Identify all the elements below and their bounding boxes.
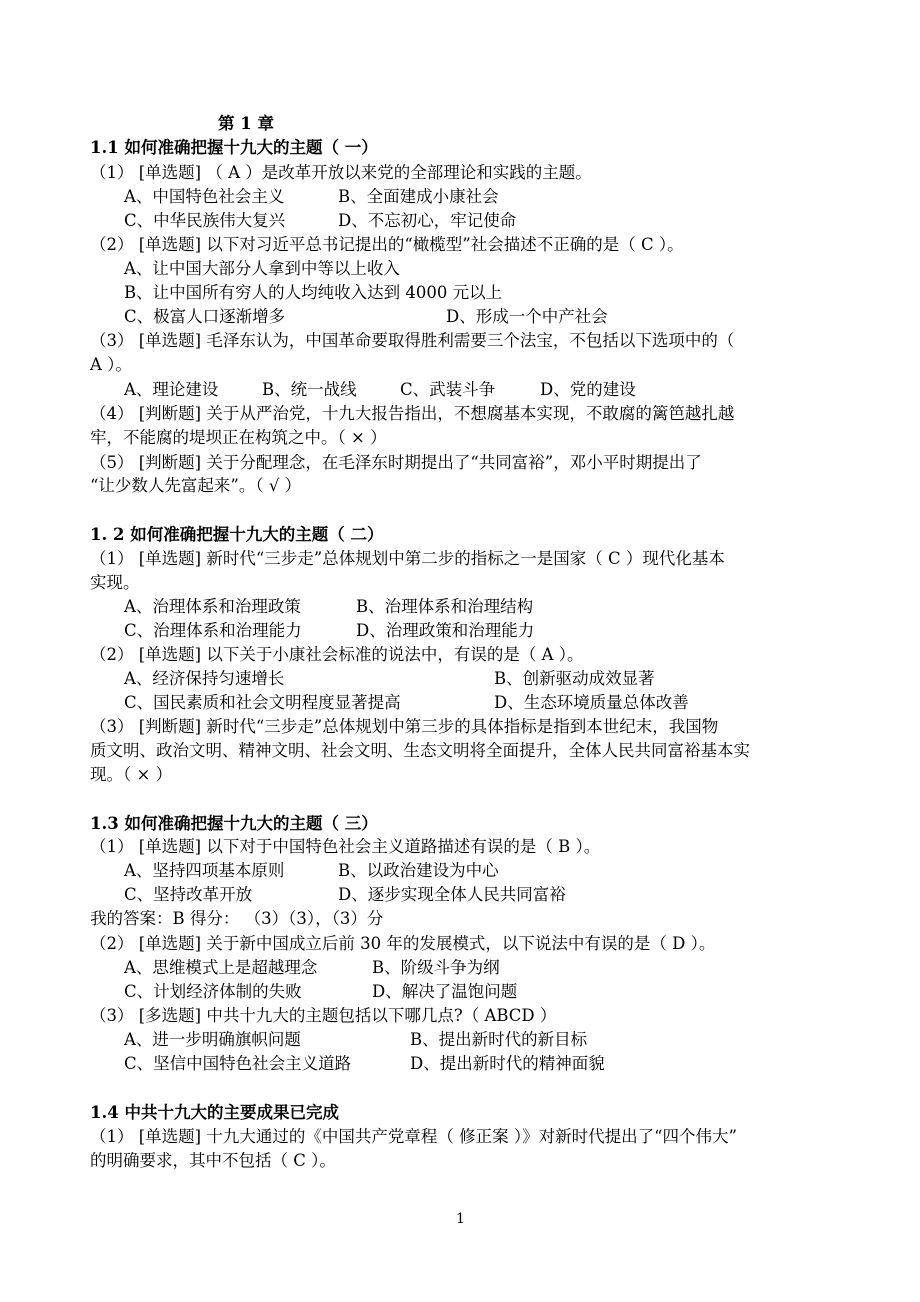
question-text: （3） [单选题] 毛泽东认为，中国革命要取得胜利需要三个法宝，不包括以下选项中的（ — [90, 331, 735, 350]
option-c: C、治理体系和治理能力 — [124, 621, 302, 640]
question-text: （2） [单选题] 以下关于小康社会标准的说法中，有误的是（ A ）。 — [90, 645, 584, 664]
option-c: C、中华民族伟大复兴 — [124, 211, 286, 230]
page-number: 1 — [456, 1211, 465, 1227]
option-a: A、思维模式上是超越理念 — [124, 958, 318, 977]
question-text: （1） [单选题] 十九大通过的《中国共产党章程（ 修正案 ）》对新时代提出了“四个伟大” — [90, 1127, 737, 1146]
question-text: （4） [判断题] 关于从严治党，十九大报告指出，不想腐基本实现，不敢腐的篱笆越扎越 — [90, 404, 735, 423]
option-b: B、创新驱动成效显著 — [494, 669, 655, 688]
option-b: B、治理体系和治理结构 — [356, 597, 534, 616]
question-text: （1） [单选题] 新时代“三步走”总体规划中第二步的指标之一是国家（ C ）现代化基本 — [90, 549, 725, 568]
option-a: A、经济保持匀速增长 — [124, 669, 285, 688]
option-b: B、提出新时代的新目标 — [410, 1030, 588, 1049]
option-d: D、生态环境质量总体改善 — [494, 693, 689, 712]
option-a: A、让中国大部分人拿到中等以上收入 — [124, 259, 400, 278]
question-text: （1） [单选题] （ A ）是改革开放以来党的全部理论和实践的主题。 — [90, 163, 592, 182]
option-d: D、形成一个中产社会 — [446, 307, 608, 326]
section-heading-1-2: 1. 2 如何准确把握十九大的主题（ 二） — [90, 525, 384, 544]
option-b: B、让中国所有穷人的人均纯收入达到 4000 元以上 — [124, 283, 503, 302]
question-text-cont: 牢，不能腐的堤坝正在构筑之中。（ × ） — [90, 428, 387, 447]
question-text-cont: A ）。 — [90, 355, 132, 374]
chapter-title: 第 1 章 — [218, 114, 274, 133]
option-c: C、极富人口逐渐增多 — [124, 307, 286, 326]
option-b: B、统一战线 — [262, 380, 357, 399]
option-a: A、坚持四项基本原则 — [124, 861, 285, 880]
question-text: （2） [单选题] 关于新中国成立后前 30 年的发展模式，以下说法中有误的是（ D ）。 — [90, 934, 716, 953]
question-text: （3） [判断题] 新时代“三步走”总体规划中第三步的具体指标是指到本世纪末，我国物 — [90, 717, 719, 736]
question-text: （5） [判断题] 关于分配理念，在毛泽东时期提出了“共同富裕”，邓小平时期提出了 — [90, 453, 702, 472]
question-text: （2） [单选题] 以下对习近平总书记提出的“橄榄型”社会描述不正确的是（ C ）。 — [90, 235, 684, 254]
option-a: A、治理体系和治理政策 — [124, 597, 301, 616]
option-c: C、坚信中国特色社会主义道路 — [124, 1054, 352, 1073]
question-text-cont: 实现。 — [90, 573, 140, 592]
option-c: C、国民素质和社会文明程度显著提高 — [124, 693, 401, 712]
option-c: C、坚持改革开放 — [124, 885, 253, 904]
section-heading-1-4: 1.4 中共十九大的主要成果已完成 — [90, 1103, 339, 1122]
section-heading-1-1: 1.1 如何准确把握十九大的主题（ 一） — [90, 138, 378, 157]
option-d: D、提出新时代的精神面貌 — [410, 1054, 605, 1073]
option-a: A、中国特色社会主义 — [124, 187, 285, 206]
option-a: A、理论建设 — [124, 380, 219, 399]
question-text: （1） [单选题] 以下对于中国特色社会主义道路描述有误的是（ B ）。 — [90, 837, 601, 856]
option-d: D、逐步实现全体人民共同富裕 — [338, 885, 566, 904]
question-text: （3） [多选题] 中共十九大的主题包括以下哪几点?（ ABCD ） — [90, 1006, 557, 1025]
question-text-cont: 质文明、政治文明、精神文明、社会文明、生态文明将全面提升，全体人民共同富裕基本实 — [90, 741, 750, 760]
option-d: D、治理政策和治理能力 — [356, 621, 535, 640]
option-c: C、武装斗争 — [400, 380, 496, 399]
option-b: B、全面建成小康社会 — [338, 187, 499, 206]
section-heading-1-3: 1.3 如何准确把握十九大的主题（ 三） — [90, 814, 378, 833]
question-text-cont: 的明确要求，其中不包括（ C ）。 — [90, 1151, 336, 1170]
answer-line: 我的答案：B 得分： （3）（3），（3）分 — [90, 909, 384, 928]
option-d: D、党的建设 — [540, 380, 636, 399]
option-b: B、阶级斗争为纲 — [372, 958, 500, 977]
option-a: A、进一步明确旗帜问题 — [124, 1030, 301, 1049]
option-b: B、以政治建设为中心 — [338, 861, 499, 880]
option-d: D、不忘初心，牢记使命 — [338, 211, 517, 230]
option-c: C、计划经济体制的失败 — [124, 982, 302, 1001]
question-text-cont: 现。（ × ） — [90, 765, 173, 784]
option-d: D、解决了温饱问题 — [372, 982, 518, 1001]
question-text-cont: “让少数人先富起来”。（ √ ） — [90, 476, 302, 495]
